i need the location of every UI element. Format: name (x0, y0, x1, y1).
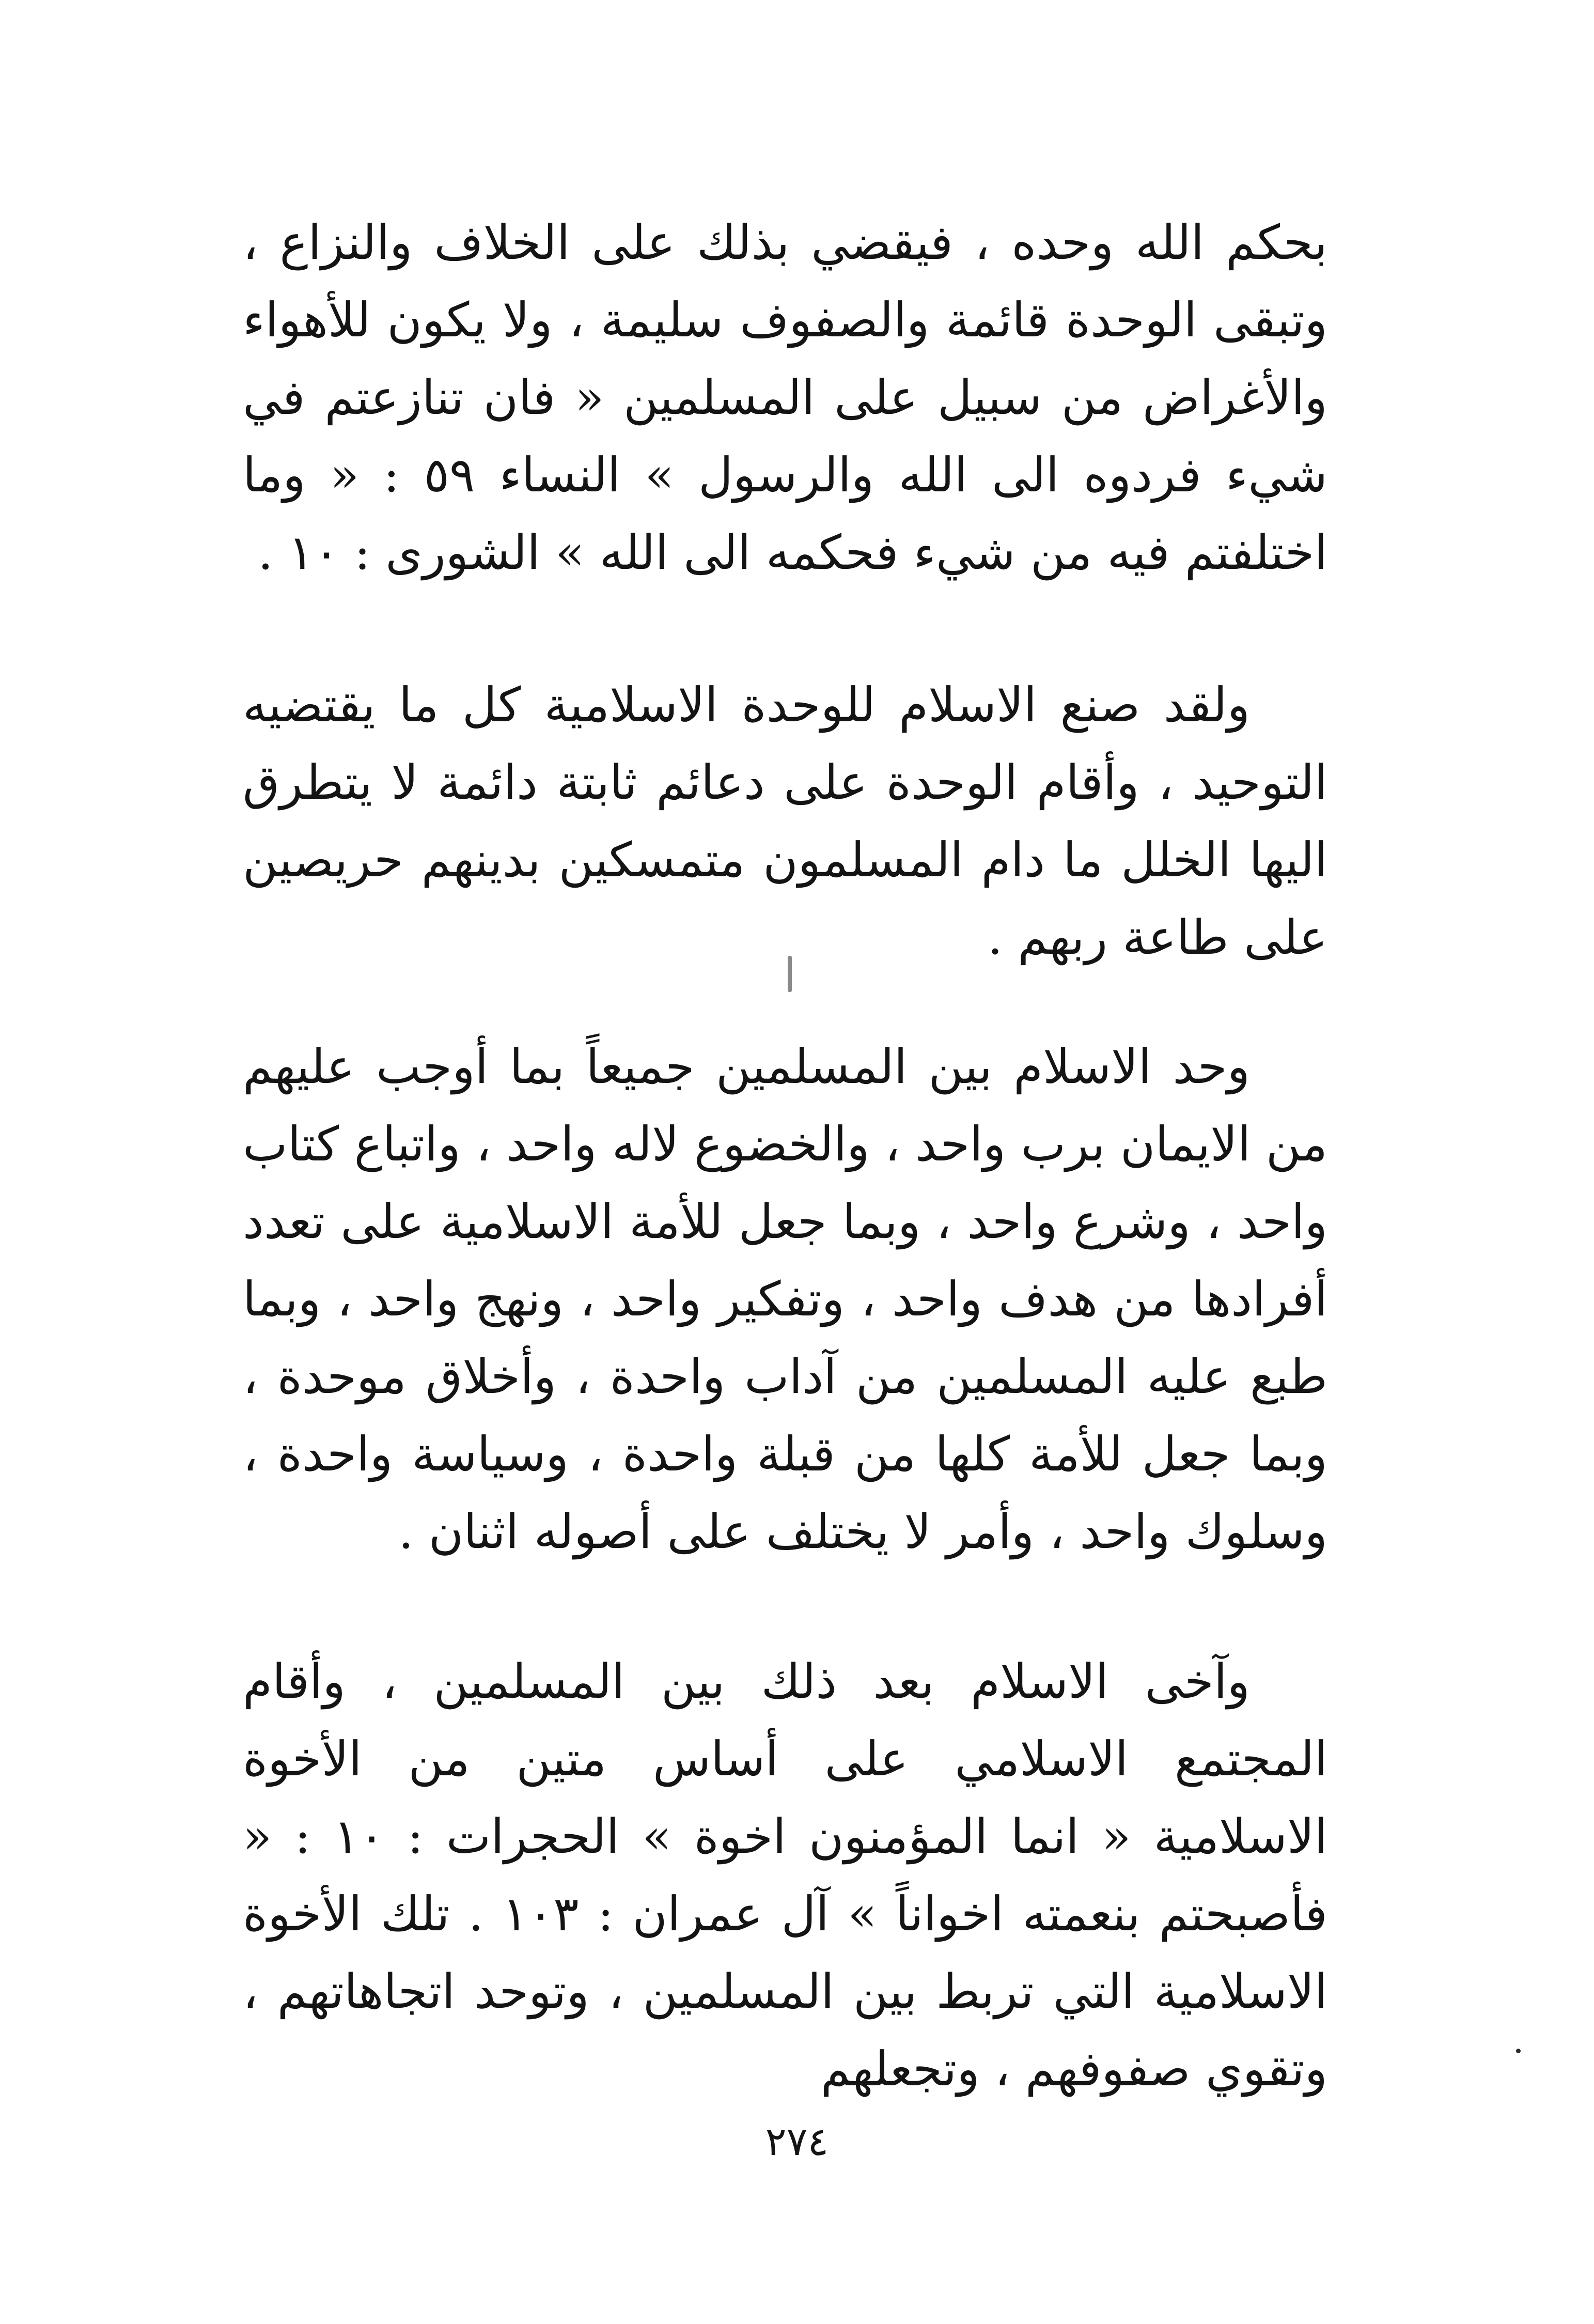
paragraph-1: بحكم الله وحده ، فيقضي بذلك على الخلاف والنزاع ، وتبقى الوحدة قائمة والصفوف سليمة ، ولا يكون للأهواء والأغراض من سبيل على المسلمين « فان تنازعتم في شيء فردوه الى الله والرسول » النساء ٥٩ : « وما اختلفتم فيه من شيء فحكمه الى الله » الشورى : ١٠ . (243, 215, 1327, 580)
page-number: ٢٧٤ (765, 2118, 829, 2164)
paragraph-4: وآخى الاسلام بعد ذلك بين المسلمين ، وأقام المجتمع الاسلامي على أساس متين من الأخوة الاسلامية « انما المؤمنون اخوة » الحجرات : ١٠ : « فأصبحتم بنعمته اخواناً » آل عمران : ١٠٣ . تلك الأخوة الاسلامية التي تربط بين المسلمين ، وتوحد اتجاهاتهم ، وتقوي صفوفهم ، وتجعلهم (243, 1654, 1328, 2097)
paragraph-2: ولقد صنع الاسلام للوحدة الاسلامية كل ما يقتضيه التوحيد ، وأقام الوحدة على دعائم ثابتة دائمة لا يتطرق اليها الخلل ما دام المسلمون متمسكين بدينهم حريصين على طاعة ربهم . (243, 677, 1327, 965)
paragraph-3: وحد الاسلام بين المسلمين جميعاً بما أوجب عليهم من الايمان برب واحد ، والخضوع لاله واحد ، واتباع كتاب واحد ، وشرع واحد ، وبما جعل للأمة الاسلامية على تعدد أفرادها من هدف واحد ، وتفكير واحد ، ونهج واحد ، وبما طبع عليه المسلمين من آداب واحدة ، وأخلاق موحدة ، وبما جعل للأمة كلها من قبلة واحدة ، وسياسة واحدة ، وسلوك واحد ، وأمر لا يختلف على أصوله اثنان . (243, 1039, 1327, 1559)
scan-speck (1516, 2049, 1521, 2053)
scan-speck (788, 956, 792, 992)
